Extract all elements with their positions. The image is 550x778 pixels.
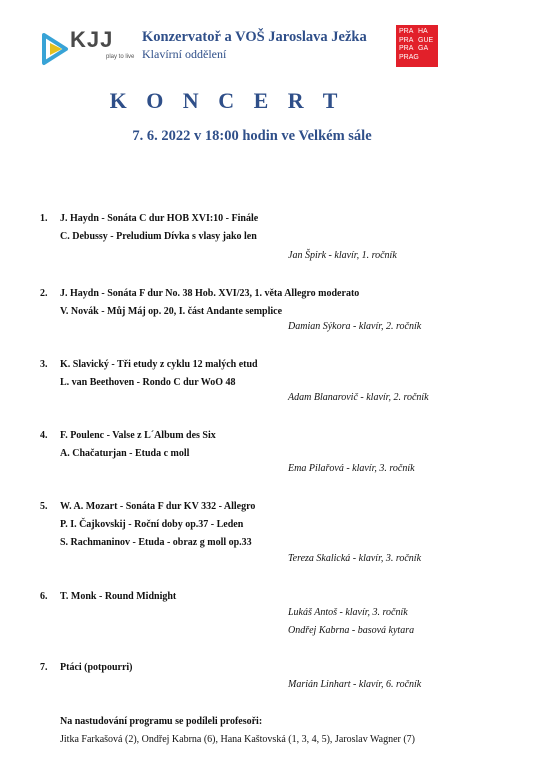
teachers-heading: Na nastudování programu se podíleli profesoři:: [60, 716, 263, 727]
performer: Adam Blanarovič - klavír, 2. ročník: [288, 392, 429, 403]
praha-logo-text: PRA: [399, 45, 414, 52]
item-number: 6.: [40, 591, 48, 602]
item-number: 5.: [40, 501, 48, 512]
piece: J. Haydn - Sonáta C dur HOB XVI:10 - Finále: [60, 213, 259, 224]
logo-text: KJJ: [70, 27, 114, 52]
performer: Damian Sýkora - klavír, 2. ročník: [288, 321, 422, 332]
item-number: 1.: [40, 213, 48, 224]
piece: T. Monk - Round Midnight: [60, 591, 177, 602]
praha-logo-text: PRAG: [399, 53, 419, 61]
logo-tagline: play to live: [106, 54, 135, 60]
concert-date: 7. 6. 2022 v 18:00 hodin ve Velkém sále: [132, 128, 372, 144]
piece: W. A. Mozart - Sonáta F dur KV 332 - Allegro: [60, 501, 256, 512]
page-title: K O N C E R T: [109, 88, 345, 113]
item-number: 7.: [40, 662, 48, 673]
teachers-list: Jitka Farkašová (2), Ondřej Kabrna (6), Hana Kaštovská (1, 3, 4, 5), Jaroslav Wagner (7): [60, 734, 416, 745]
piece: C. Debussy - Preludium Dívka s vlasy jako len: [60, 231, 257, 242]
piece: S. Rachmaninov - Etuda - obraz g moll op.33: [60, 537, 252, 548]
performer: Lukáš Antoš - klavír, 3. ročník: [288, 607, 408, 618]
piece: F. Poulenc - Valse z L´Album des Six: [60, 430, 216, 441]
performer: Tereza Skalická - klavír, 3. ročník: [288, 553, 422, 564]
praha-logo-text: HA: [418, 28, 428, 35]
praha-logo-text: GUE: [418, 36, 434, 44]
item-number: 3.: [40, 359, 48, 370]
praha-logo-text: GA: [418, 45, 429, 52]
org-name: Konzervatoř a VOŠ Jaroslava Ježka: [142, 29, 367, 45]
piece: P. I. Čajkovskij - Roční doby op.37 - Leden: [60, 519, 244, 530]
praha-logo-text: PRA: [399, 28, 414, 35]
piece: J. Haydn - Sonáta F dur No. 38 Hob. XVI/23, 1. věta Allegro moderato: [60, 288, 360, 299]
piece: Ptáci (potpourri): [60, 662, 133, 673]
org-department: Klavírní oddělení: [142, 47, 227, 61]
item-number: 4.: [40, 430, 48, 441]
item-number: 2.: [40, 288, 48, 299]
performer: Marián Linhart - klavír, 6. ročník: [288, 679, 422, 690]
praha-logo: [396, 25, 438, 67]
piece: L. van Beethoven - Rondo C dur WoO 48: [60, 377, 236, 388]
performer: Ondřej Kabrna - basová kytara: [288, 625, 415, 636]
piece: A. Chačaturjan - Etuda c moll: [60, 448, 190, 459]
performer: Jan Špirk - klavír, 1. ročník: [288, 250, 397, 261]
performer: Ema Pilařová - klavír, 3. ročník: [288, 463, 415, 474]
praha-logo-text: PRA: [399, 36, 414, 44]
piece: K. Slavický - Tři etudy z cyklu 12 malých etud: [60, 359, 258, 370]
piece: V. Novák - Můj Máj op. 20, I. část Andante semplice: [60, 306, 283, 317]
